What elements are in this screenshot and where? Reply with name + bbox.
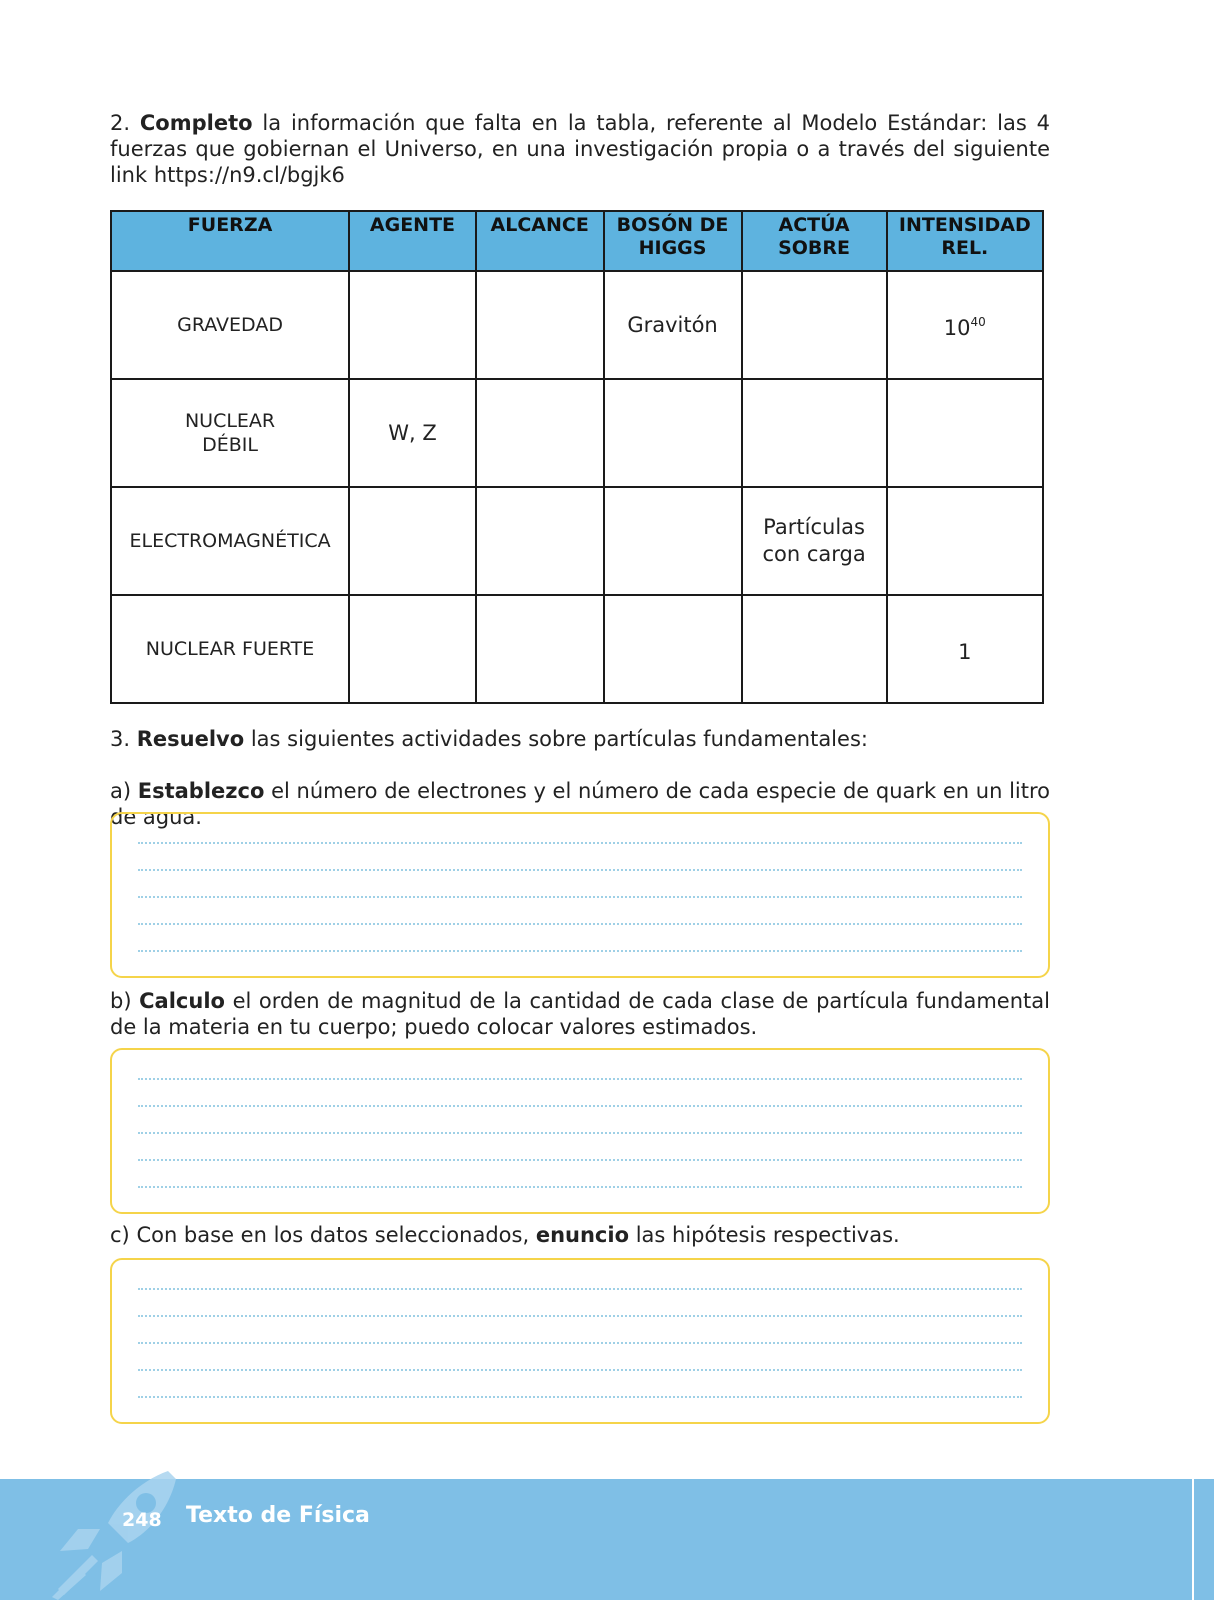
question-3a-verb: Establezco [137, 779, 265, 803]
cell-actua[interactable] [742, 271, 887, 379]
question-3-verb: Resuelvo [136, 727, 245, 751]
answer-box-a[interactable] [110, 812, 1050, 978]
question-2-number: 2. [110, 111, 131, 135]
question-2-verb: Completo [139, 111, 253, 135]
cell-agente: W, Z [349, 379, 476, 487]
cell-boson[interactable] [604, 379, 742, 487]
answer-line [138, 950, 1022, 952]
answer-line [138, 1105, 1022, 1107]
intensidad-exponent: 40 [970, 314, 986, 329]
answer-line [138, 1159, 1022, 1161]
question-3a-prefix: a) [110, 779, 132, 803]
cell-alcance[interactable] [476, 271, 604, 379]
cell-agente[interactable] [349, 595, 476, 703]
answer-line [138, 923, 1022, 925]
header-agente: AGENTE [349, 211, 476, 271]
question-3b-verb: Calculo [139, 989, 225, 1013]
question-2 [110, 110, 1050, 188]
question-2-text: la información que falta en la tabla, referente al Modelo Estándar: las 4 fuerzas que gobiernan el Universo, en una investigación propia o a través del siguiente link https://n9.cl/bgjk6 [110, 111, 1050, 187]
question-3-text: las siguientes actividades sobre partículas fundamentales: [250, 727, 868, 751]
table-row [111, 487, 1043, 595]
header-intensidad: INTENSIDAD REL. [887, 211, 1043, 271]
answer-line [138, 1288, 1022, 1290]
cell-alcance[interactable] [476, 595, 604, 703]
question-3c-prefix: c) [110, 1223, 130, 1247]
table-row [111, 379, 1043, 487]
cell-agente[interactable] [349, 271, 476, 379]
intensidad-base: 1 [958, 639, 972, 664]
question-3c-verb: enuncio [535, 1223, 629, 1247]
header-alcance: ALCANCE [476, 211, 604, 271]
cell-actua[interactable] [742, 379, 887, 487]
cell-alcance[interactable] [476, 487, 604, 595]
header-boson: BOSÓN DE HIGGS [604, 211, 742, 271]
answer-line [138, 1078, 1022, 1080]
question-3c-after: las hipótesis respectivas. [635, 1223, 900, 1247]
question-3c [110, 1222, 1050, 1248]
standard-model-table [110, 210, 1044, 704]
question-3b [110, 988, 1050, 1040]
table-header-row [111, 211, 1043, 271]
answer-line [138, 1396, 1022, 1398]
answer-line [138, 1186, 1022, 1188]
header-fuerza: FUERZA [111, 211, 349, 271]
answer-line [138, 1342, 1022, 1344]
answer-line [138, 1315, 1022, 1317]
header-actua: ACTÚA SOBRE [742, 211, 887, 271]
table-row [111, 271, 1043, 379]
answer-line [138, 1369, 1022, 1371]
cell-boson[interactable] [604, 595, 742, 703]
question-3-number: 3. [110, 727, 131, 751]
answer-line [138, 869, 1022, 871]
footer-edge [1192, 1479, 1194, 1600]
answer-box-b[interactable] [110, 1048, 1050, 1214]
cell-fuerza: NUCLEAR DÉBIL [111, 379, 349, 487]
question-3a-text: el número de electrones y el número de cada especie de quark en un litro de agua. [110, 779, 1050, 829]
answer-line [138, 896, 1022, 898]
answer-line [138, 1132, 1022, 1134]
book-title: Texto de Física [186, 1503, 370, 1528]
question-3b-text: el orden de magnitud de la cantidad de cada clase de partícula fundamental de la materia en tu cuerpo; puedo colocar valores estimados. [110, 989, 1050, 1039]
rocket-icon [50, 1471, 180, 1600]
cell-intensidad[interactable] [887, 379, 1043, 487]
page-footer [0, 1479, 1214, 1600]
table-row [111, 595, 1043, 703]
cell-intensidad [887, 271, 1043, 379]
cell-fuerza: ELECTROMAGNÉTICA [111, 487, 349, 595]
cell-fuerza: GRAVEDAD [111, 271, 349, 379]
cell-intensidad [887, 595, 1043, 703]
question-3b-prefix: b) [110, 989, 132, 1013]
cell-intensidad[interactable] [887, 487, 1043, 595]
cell-actua: Partículas con carga [742, 487, 887, 595]
answer-line [138, 842, 1022, 844]
cell-alcance[interactable] [476, 379, 604, 487]
question-3 [110, 726, 1050, 752]
answer-box-c[interactable] [110, 1258, 1050, 1424]
cell-actua[interactable] [742, 595, 887, 703]
cell-fuerza: NUCLEAR FUERTE [111, 595, 349, 703]
intensidad-base: 10 [943, 315, 971, 340]
cell-boson: Gravitón [604, 271, 742, 379]
page-number: 248 [122, 1509, 162, 1531]
cell-boson[interactable] [604, 487, 742, 595]
question-3c-before: Con base en los datos seleccionados, [136, 1223, 530, 1247]
cell-agente[interactable] [349, 487, 476, 595]
